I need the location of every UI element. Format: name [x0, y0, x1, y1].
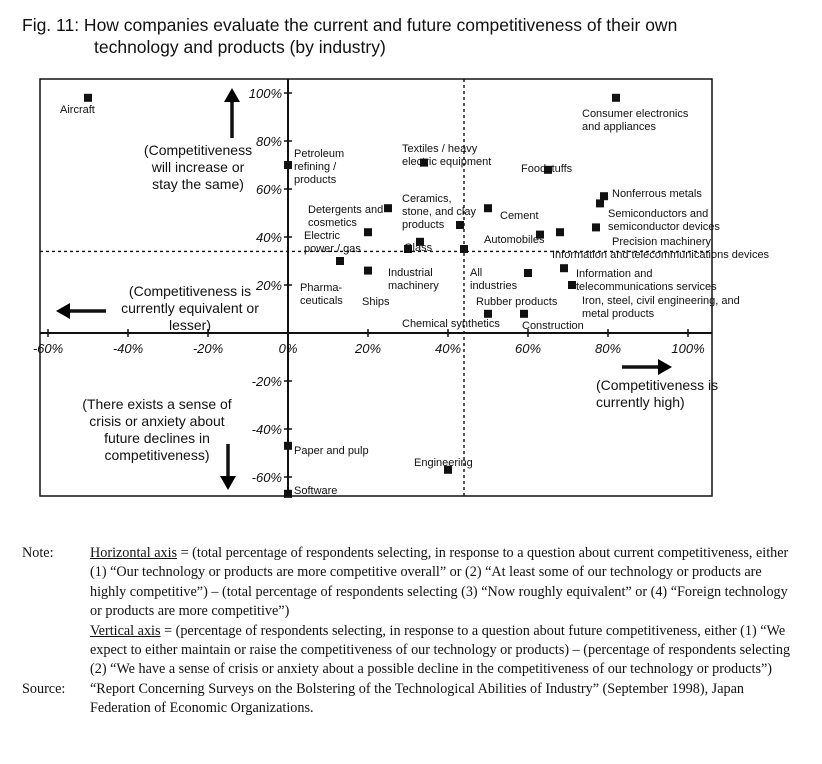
point-label-line: Chemical synthetics	[402, 318, 500, 330]
point-label-line: stone, and clay	[402, 206, 476, 218]
point-label-line: Construction	[522, 320, 584, 332]
point-label-line: All	[470, 267, 483, 279]
data-point-marker	[600, 192, 608, 200]
point-label-line: electric equipment	[402, 156, 492, 168]
point-label	[300, 282, 343, 307]
point-label-line: and appliances	[582, 121, 657, 133]
point-label	[404, 242, 433, 254]
figure-title-line-1: Fig. 11: How companies evaluate the current and future competitiveness of their own	[22, 15, 678, 35]
point-label	[500, 210, 539, 222]
point-label	[576, 268, 717, 293]
point-label-line: Aircraft	[60, 104, 95, 116]
data-point-marker	[484, 310, 492, 318]
point-label	[362, 296, 390, 308]
x-tick-label: 20%	[354, 341, 382, 356]
point-label-line: Electric	[304, 230, 341, 242]
point-label-line: power / gas	[304, 243, 361, 255]
point-label	[612, 188, 702, 200]
annotation-future-up-line: will increase or	[151, 159, 245, 175]
point-label	[476, 296, 558, 308]
point-label-line: Consumer electronics	[582, 108, 689, 120]
point-label-line: Pharma-	[300, 282, 343, 294]
point-label-line: Software	[294, 485, 338, 497]
data-point-marker	[484, 204, 492, 212]
annotation-current-lesser-line: (Competitiveness is	[128, 283, 252, 299]
y-tick-label: -60%	[251, 470, 282, 485]
point-label-line: Ceramics,	[402, 193, 452, 205]
horizontal-axis-text: = (total percentage of respondents selecting, in response to a question about current competitiveness, either (1) “Our technology or products are more competitive overall” or (2) “At least some of our technology or products are highly competitive”) – (total percentage of respondents selecting (3) “Now roughly equivalent” or (4) “Foreign technology or products are more competitive”)	[90, 545, 789, 620]
x-tick-label: 100%	[671, 341, 705, 356]
point-label-line: ceuticals	[300, 295, 343, 307]
point-label	[402, 193, 476, 231]
data-point-marker	[596, 199, 604, 207]
point-label	[552, 249, 770, 261]
point-label-line: Iron, steel, civil engineering, and	[582, 295, 740, 307]
y-tick-label: 60%	[255, 182, 282, 197]
vertical-axis-note	[90, 622, 792, 680]
source-row	[22, 680, 792, 719]
point-label	[582, 108, 689, 133]
data-point-marker	[560, 264, 568, 272]
data-point-marker	[524, 269, 532, 277]
point-label-line: machinery	[388, 280, 439, 292]
annotation-current-high-line: currently high)	[596, 394, 685, 410]
point-label-line: products	[294, 174, 337, 186]
y-tick-label: 40%	[255, 230, 282, 245]
point-label	[414, 457, 473, 469]
point-label	[294, 485, 337, 497]
point-label	[402, 143, 491, 168]
data-point-marker	[284, 490, 292, 498]
y-tick-label: 100%	[248, 86, 282, 101]
point-label-line: products	[402, 219, 445, 231]
up-arrow-head	[224, 88, 240, 102]
point-label	[402, 318, 500, 330]
point-label	[484, 234, 545, 246]
note-body	[90, 544, 792, 680]
data-point-marker	[568, 281, 576, 289]
annotation-future-down-line: future declines in	[104, 430, 210, 446]
point-label-line: Foodstuffs	[521, 163, 573, 175]
x-tick-label: -60%	[32, 341, 64, 356]
point-label	[521, 163, 573, 175]
annotation-future-down-line: crisis or anxiety about	[89, 413, 225, 429]
y-tick-label: -20%	[251, 374, 282, 389]
point-label-line: Rubber products	[476, 296, 558, 308]
point-label-line: Cement	[500, 210, 539, 222]
data-point-marker	[460, 245, 468, 253]
annotation-current-high-line: (Competitiveness is	[596, 377, 719, 393]
point-label-line: Industrial	[388, 267, 433, 279]
point-label-line: cosmetics	[308, 217, 357, 229]
point-label-line: Automobiles	[484, 234, 545, 246]
annotation-future-down-line: (There exists a sense of	[82, 396, 232, 412]
data-point-marker	[284, 442, 292, 450]
x-tick-label: 60%	[514, 341, 542, 356]
point-label	[388, 267, 439, 292]
point-label	[582, 295, 740, 320]
data-point-marker	[592, 223, 600, 231]
annotation-current-high	[596, 377, 718, 410]
notes-section	[22, 544, 792, 719]
data-point-marker	[84, 94, 92, 102]
annotation-current-lesser	[121, 283, 259, 333]
y-tick-label: 20%	[255, 278, 282, 293]
point-label-line: Ships	[362, 296, 390, 308]
point-label-line: Textiles / heavy	[402, 143, 478, 155]
x-tick-label: 80%	[594, 341, 622, 356]
x-tick-label: 40%	[434, 341, 462, 356]
data-point-marker	[556, 228, 564, 236]
point-label-line: Information and telecommunications devices	[552, 249, 770, 261]
data-point-marker	[384, 204, 392, 212]
horizontal-axis-term: Horizontal axis	[90, 545, 178, 561]
annotation-current-lesser-line: currently equivalent or	[121, 300, 259, 316]
point-label	[470, 267, 518, 292]
data-point-marker	[364, 267, 372, 275]
vertical-axis-term: Vertical axis	[90, 622, 161, 639]
point-label	[522, 320, 584, 332]
data-point-marker	[456, 221, 464, 229]
source-label: Source:	[22, 680, 66, 697]
point-label-line: Paper and pulp	[294, 445, 369, 457]
horizontal-axis-note	[90, 544, 792, 622]
point-label-line: Nonferrous metals	[612, 188, 702, 200]
x-tick-label: -40%	[112, 341, 144, 356]
point-label-line: Engineering	[414, 457, 473, 469]
point-label-line: Precision machinery	[612, 236, 712, 248]
left-arrow-head	[56, 303, 70, 319]
point-label	[294, 148, 344, 186]
point-label	[304, 230, 361, 255]
annotation-future-up-line: (Competitiveness	[143, 142, 253, 158]
x-tick-label: -20%	[192, 341, 224, 356]
data-point-marker	[336, 257, 344, 265]
point-label-line: industries	[470, 280, 518, 292]
annotation-future-up	[144, 142, 252, 192]
source-text: “Report Concerning Surveys on the Bolstering of the Technological Abilities of Industry” (September 1998), Japan Federation of Economic Organizations.	[90, 680, 744, 717]
point-label	[608, 208, 720, 233]
point-label-line: Semiconductors and	[608, 208, 709, 220]
data-point-marker	[364, 228, 372, 236]
right-arrow-head	[658, 359, 672, 375]
note-label: Note:	[22, 545, 54, 561]
data-point-marker	[612, 94, 620, 102]
point-label-line: refining /	[294, 161, 337, 173]
point-label-line: semiconductor devices	[608, 221, 720, 233]
annotation-future-up-line: stay the same)	[152, 176, 244, 192]
point-label-line: telecommunications services	[576, 281, 717, 293]
point-label-line: Information and	[576, 268, 653, 280]
y-tick-label: 80%	[255, 134, 282, 149]
point-label	[60, 104, 95, 116]
data-point-marker	[284, 161, 292, 169]
y-tick-label: -40%	[251, 422, 282, 437]
annotation-future-down	[82, 396, 232, 463]
vertical-axis-text: = (percentage of respondents selecting, in response to a question about future competitiveness, either (1) “We expect to either maintain or raise the competitiveness of our technology or products) – (percentage of respondents selecting (2) “We have a sense of crisis or anxiety about a possible decline in the competitiveness of our technology or products”)	[90, 622, 791, 678]
x-tick-label: 0%	[278, 341, 298, 356]
annotation-future-down-line: competitiveness)	[104, 447, 210, 463]
point-label-line: Detergents and	[308, 204, 384, 216]
point-label	[294, 445, 369, 457]
down-arrow-head	[220, 476, 236, 490]
point-label	[308, 204, 383, 229]
annotation-current-lesser-line: lesser)	[168, 317, 212, 333]
note-row	[22, 544, 792, 680]
data-point-marker	[520, 310, 528, 318]
figure-title-line-2: technology and products (by industry)	[94, 37, 386, 57]
point-label	[612, 236, 712, 248]
point-label-line: metal products	[582, 308, 655, 320]
point-label-line: Petroleum	[294, 148, 345, 160]
point-label-line: Glass	[404, 242, 433, 254]
